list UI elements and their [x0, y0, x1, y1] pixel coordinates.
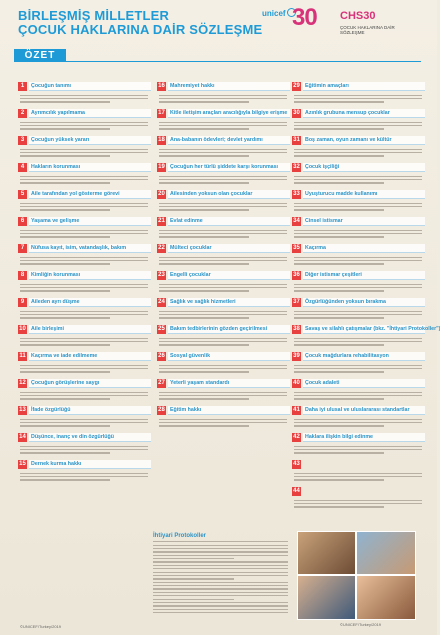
article-number: 25 [158, 326, 165, 332]
article-title: Azınlık grubuna mensup çocuklar [303, 109, 425, 118]
article-item [18, 325, 151, 349]
unicef-logo: unicef [262, 8, 296, 18]
article-description [159, 282, 287, 294]
article-item [292, 217, 425, 241]
protocol-text-line [153, 609, 288, 610]
article-item [18, 433, 151, 457]
protocol-text-line [153, 592, 288, 593]
article-item [292, 190, 425, 214]
article-description [20, 363, 148, 375]
article-item [157, 298, 290, 322]
article-title: Dernek kurma hakkı [29, 460, 151, 469]
photo-child-3 [297, 575, 356, 620]
article-title: Sosyal güvenlik [168, 352, 290, 361]
article-item [18, 406, 151, 430]
article-title: Çocuk mağdurlara rehabilitasyon [303, 352, 425, 361]
article-title: Boş zaman, oyun zamanı ve kültür [303, 136, 425, 145]
article-title: Nüfusa kayıt, isim, vatandaşlık, bakım [29, 244, 151, 253]
article-number: 41 [293, 407, 300, 413]
articles-column-3 [292, 82, 440, 514]
article-description [294, 471, 422, 483]
article-item [292, 271, 425, 295]
article-item [18, 271, 151, 295]
article-description [20, 417, 148, 429]
article-item [157, 163, 290, 187]
article-title: Cinsel istismar [303, 217, 425, 226]
article-description [294, 255, 422, 267]
article-title: Aile birleşimi [29, 325, 151, 334]
article-number: 8 [18, 271, 27, 280]
article-title: Evlat edinme [168, 217, 290, 226]
article-description [20, 336, 148, 348]
article-number: 13 [19, 407, 26, 413]
article-number: 32 [293, 164, 300, 170]
protocol-text-line [153, 585, 288, 586]
article-number: 36 [293, 272, 300, 278]
protocol-text-line [153, 572, 288, 573]
article-number: 31 [293, 137, 300, 143]
article-item [292, 244, 425, 268]
article-description [20, 120, 148, 132]
article-number: 1 [18, 82, 27, 91]
optional-protocols-heading: İhtiyari Protokoller [153, 533, 207, 539]
article-number: 19 [158, 164, 165, 170]
protocol-text-line [153, 595, 288, 596]
article-description [20, 147, 148, 159]
article-item [292, 379, 425, 403]
photo-child-2 [356, 531, 416, 575]
article-number: 34 [293, 218, 300, 224]
protocol-text-line [153, 599, 234, 600]
article-number: 9 [18, 298, 27, 307]
article-description [20, 309, 148, 321]
article-title: Çocuk işçiliği [303, 163, 425, 172]
article-description [20, 444, 148, 456]
article-description [294, 309, 422, 321]
article-number: 17 [158, 110, 165, 116]
article-number: 4 [18, 163, 27, 172]
article-item [292, 487, 425, 511]
article-number: 23 [158, 272, 165, 278]
article-title: Hakların korunması [29, 163, 151, 172]
optional-protocols-box [153, 533, 288, 618]
protocol-text-line [153, 558, 234, 559]
article-item [292, 460, 425, 484]
protocol-text-line [153, 588, 288, 589]
chs-subtitle: ÇOCUK HAKLARINA DAİR SÖZLEŞME [340, 25, 395, 35]
article-title: Düşünce, inanç ve din özgürlüğü [29, 433, 151, 442]
article-description [159, 336, 287, 348]
article-description [20, 255, 148, 267]
article-number: 18 [158, 137, 165, 143]
article-item [18, 109, 151, 133]
article-item [18, 244, 151, 268]
article-number: 37 [293, 299, 300, 305]
article-number: 15 [19, 461, 26, 467]
article-item [157, 217, 290, 241]
article-title: Kimliğin korunması [29, 271, 151, 280]
photo-collage [297, 531, 415, 619]
article-description [294, 201, 422, 213]
article-description [159, 255, 287, 267]
article-number: 22 [158, 245, 165, 251]
section-label: ÖZET [14, 49, 66, 62]
article-description [159, 363, 287, 375]
article-title: Uyuşturucu madde kullanımı [303, 190, 425, 199]
article-title: Eğitim hakkı [168, 406, 290, 415]
protocol-text-line [153, 541, 288, 542]
article-item [18, 163, 151, 187]
article-description [294, 417, 422, 429]
article-description [294, 444, 422, 456]
article-title: Ailesinden yoksun olan çocuklar [168, 190, 290, 199]
protocol-text-line [153, 561, 288, 562]
articles-column-2 [157, 82, 290, 433]
article-description [159, 147, 287, 159]
article-number: 10 [19, 326, 26, 332]
article-description [159, 390, 287, 402]
article-title: Kitle iletişim araçları aracılığıyla bilgiye erişme [168, 109, 290, 118]
article-item [157, 325, 290, 349]
article-title: Yaşama ve gelişme [29, 217, 151, 226]
protocol-text-line [153, 548, 288, 549]
article-item [292, 352, 425, 376]
title-line-1: BİRLEŞMİŞ MİLLETLER [18, 8, 170, 23]
article-number: 42 [293, 434, 300, 440]
article-description [159, 417, 287, 429]
article-title: Çocuğun görüşlerine saygı [29, 379, 151, 388]
article-title: Yeterli yaşam standardı [168, 379, 290, 388]
article-description [20, 390, 148, 402]
article-item [157, 379, 290, 403]
articles-column-1 [18, 82, 151, 487]
protocol-text-line [153, 575, 288, 576]
article-title: Çocuk adaleti [303, 379, 425, 388]
article-title: Mülteci çocuklar [168, 244, 290, 253]
article-title: Kaçırma [303, 244, 425, 253]
protocol-text-line [153, 582, 288, 583]
article-item [157, 406, 290, 430]
article-number: 39 [293, 353, 300, 359]
article-description [159, 93, 287, 105]
article-item [18, 217, 151, 241]
protocol-text-line [153, 551, 288, 552]
article-number: 27 [158, 380, 165, 386]
protocol-text-line [153, 578, 234, 579]
article-title: Diğer istismar çeşitleri [303, 271, 425, 280]
article-description [20, 228, 148, 240]
protocol-text-line [153, 612, 288, 613]
article-item [157, 190, 290, 214]
article-description [294, 336, 422, 348]
article-description [294, 147, 422, 159]
article-number: 14 [19, 434, 26, 440]
article-number: 12 [19, 380, 26, 386]
article-description [294, 174, 422, 186]
article-title: Eğitimin amaçları [303, 82, 425, 91]
photo-child-1 [297, 531, 356, 575]
article-number: 21 [158, 218, 165, 224]
article-number: 24 [158, 299, 165, 305]
article-description [20, 93, 148, 105]
article-description [294, 93, 422, 105]
article-number: 26 [158, 353, 165, 359]
article-description [159, 228, 287, 240]
article-number: 43 [293, 461, 300, 467]
article-description [20, 471, 148, 483]
article-title: Ana-babanın ödevleri; devlet yardımı [168, 136, 290, 145]
article-description [20, 201, 148, 213]
article-description [294, 498, 422, 510]
article-description [294, 363, 422, 375]
article-title: Çocuğun tanımı [29, 82, 151, 91]
article-title: Mahremiyet hakkı [168, 82, 290, 91]
article-item [18, 136, 151, 160]
article-number: 20 [158, 191, 165, 197]
article-number: 3 [18, 136, 27, 145]
article-title: Haklara ilişkin bilgi edinme [303, 433, 425, 442]
protocol-text-line [153, 565, 288, 566]
article-item [18, 190, 151, 214]
article-number: 40 [293, 380, 300, 386]
article-title: Engelli çocuklar [168, 271, 290, 280]
title-line-2: ÇOCUK HAKLARINA DAİR SÖZLEŞME [18, 22, 263, 37]
photo-child-4 [356, 575, 416, 620]
article-item [157, 109, 290, 133]
section-divider [66, 61, 421, 62]
article-item [292, 433, 425, 457]
article-title: Kaçırma ve iade edilmeme [29, 352, 151, 361]
article-title: Aile tarafından yol gösterme görevi [29, 190, 151, 199]
article-title: İfade özgürlüğü [29, 406, 151, 415]
article-title: Aileden ayrı düşme [29, 298, 151, 307]
article-description [294, 282, 422, 294]
article-description [294, 390, 422, 402]
protocol-text-line [153, 602, 288, 603]
header [0, 0, 437, 56]
anniversary-logo: 30 [292, 4, 317, 31]
article-description [294, 120, 422, 132]
photo-credit: ©UNICEF/Turkey/2019 [340, 622, 382, 627]
footer-credit: ©UNICEF/Turkey/2019 [20, 624, 62, 629]
article-number: 2 [18, 109, 27, 118]
article-item [157, 352, 290, 376]
chs-logo: CHS30 [340, 10, 376, 22]
article-item [292, 406, 425, 430]
article-number: 5 [18, 190, 27, 199]
article-description [159, 120, 287, 132]
article-item [18, 352, 151, 376]
article-description [159, 174, 287, 186]
article-item [157, 271, 290, 295]
protocol-text-line [153, 545, 288, 546]
article-item [292, 82, 425, 106]
article-description [159, 201, 287, 213]
article-item [157, 82, 290, 106]
article-number: 6 [18, 217, 27, 226]
article-title: Ayrımcılık yapılmama [29, 109, 151, 118]
article-item [157, 136, 290, 160]
article-number: 38 [293, 326, 300, 332]
article-number: 44 [293, 488, 300, 494]
article-description [20, 282, 148, 294]
article-item [292, 109, 425, 133]
article-item [157, 244, 290, 268]
article-title: Savaş ve silahlı çatışmalar (bkz. "İhtiyari Protokoller") [305, 326, 440, 332]
article-title: Sağlık ve sağlık hizmetleri [168, 298, 290, 307]
article-number: 28 [158, 407, 165, 413]
article-item [18, 82, 151, 106]
article-title: Çocuğun yüksek yararı [29, 136, 151, 145]
article-description [159, 309, 287, 321]
article-title: Daha iyi ulusal ve uluslararası standartlar [303, 406, 425, 415]
article-number: 7 [18, 244, 27, 253]
article-title: Çocuğun her türlü şiddete karşı korunması [168, 163, 290, 172]
article-item [292, 136, 425, 160]
article-title: Bakım tedbirlerinin gözden geçirilmesi [168, 325, 290, 334]
protocol-text-line [153, 568, 288, 569]
article-item [18, 298, 151, 322]
article-number: 30 [293, 110, 300, 116]
article-description [294, 228, 422, 240]
article-description [20, 174, 148, 186]
article-number: 33 [293, 191, 300, 197]
protocol-text-line [153, 605, 288, 606]
article-number: 16 [158, 83, 165, 89]
article-item [18, 379, 151, 403]
article-number: 11 [19, 353, 26, 359]
article-item [292, 298, 425, 322]
protocol-text-line [153, 555, 288, 556]
article-item [18, 460, 151, 484]
article-number: 29 [293, 83, 300, 89]
article-number: 35 [293, 245, 300, 251]
article-item [292, 325, 440, 349]
article-title: Özgürlüğünden yoksun bırakma [303, 298, 425, 307]
article-item [292, 163, 425, 187]
